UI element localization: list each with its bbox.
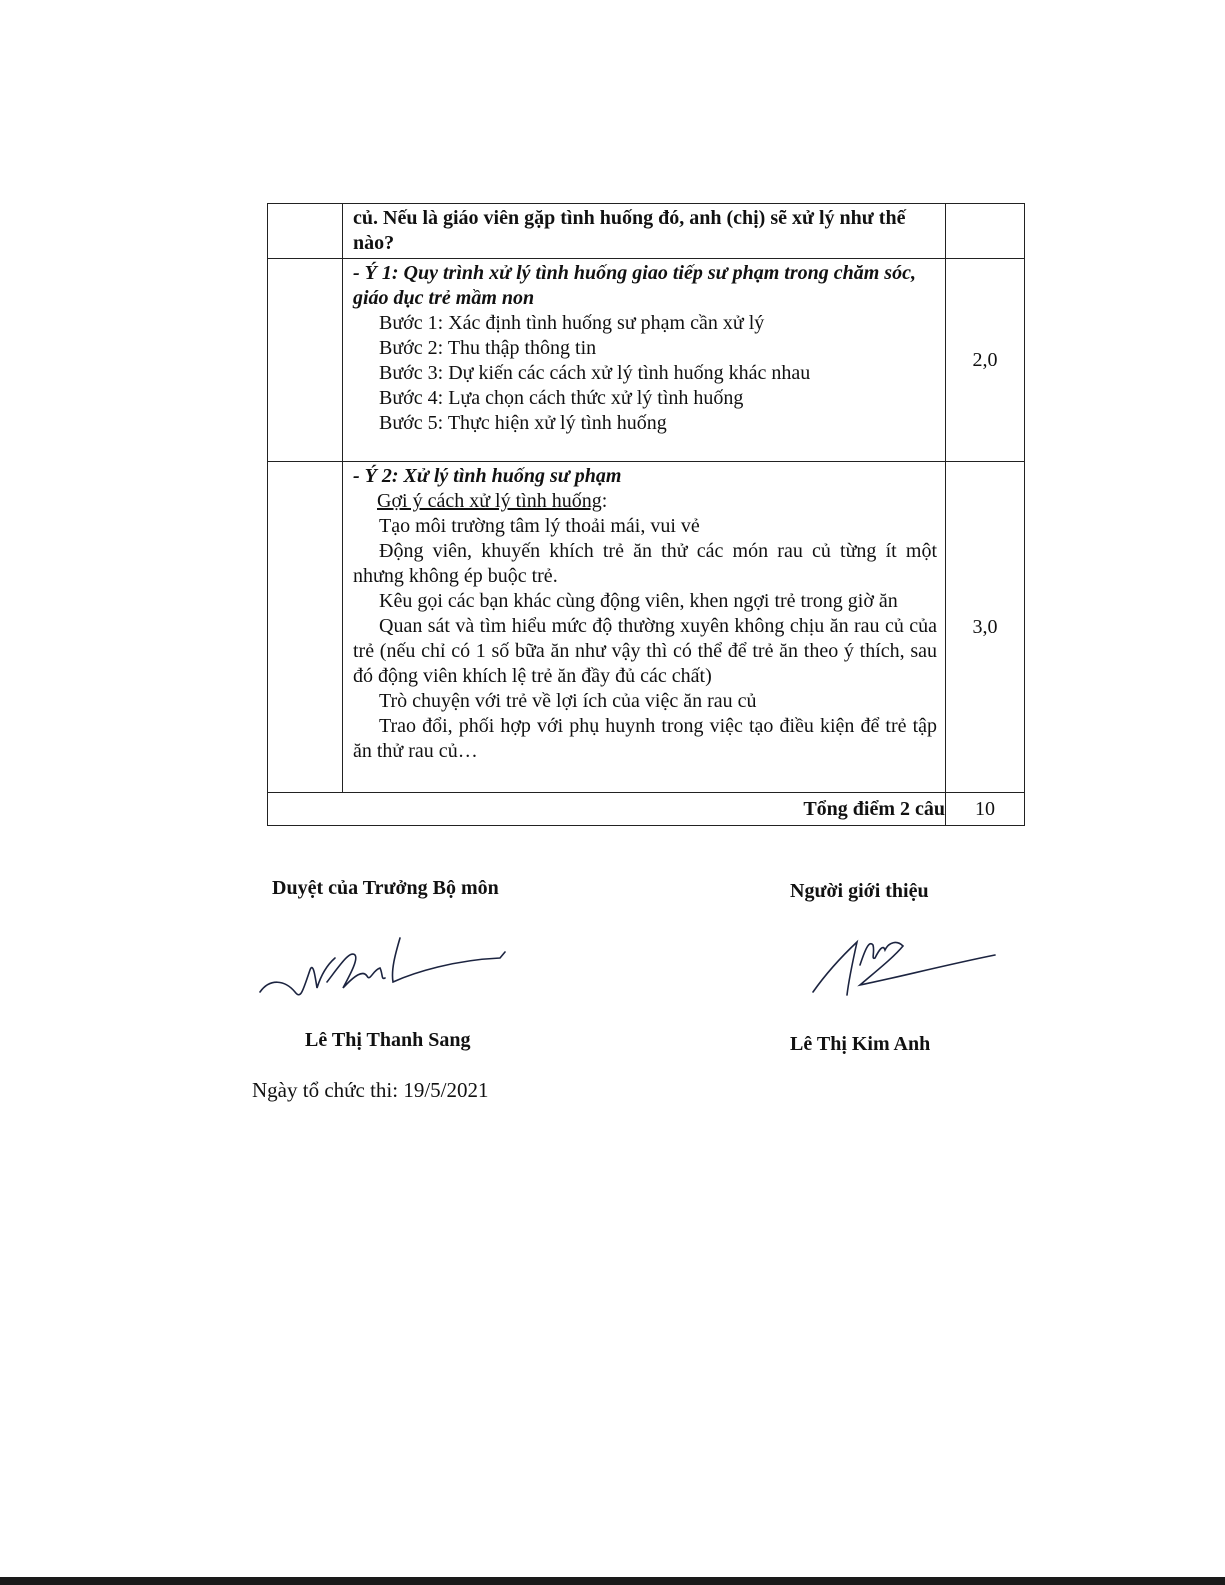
suggestion-item: Trao đổi, phối hợp với phụ huynh trong việc tạo điều kiện để trẻ tập ăn thử rau củ… [353,715,937,762]
left-signature-title: Duyệt của Trưởng Bộ môn [272,877,499,899]
suggestion-item: Động viên, khuyến khích trẻ ăn thử các món rau củ từng ít một nhưng không ép buộc trẻ. [353,540,937,587]
empty-score-cell [946,204,1025,259]
right-signature-title: Người giới thiệu [790,880,929,902]
hint-line [353,489,937,514]
hint-label: Gợi ý cách xử lý tình huống [377,490,602,512]
point-2-score: 3,0 [946,462,1025,793]
right-signature-name: Lê Thị Kim Anh [790,1033,931,1055]
left-handwritten-signature [255,930,515,1010]
step-item: Bước 5: Thực hiện xử lý tình huống [379,412,667,434]
question-cell [343,204,946,259]
page-bottom-edge [0,1577,1225,1585]
suggestion-item: Kêu gọi các bạn khác cùng động viên, khen ngợi trẻ trong giờ ăn [379,590,898,612]
hint-colon: : [601,490,608,512]
point-1-content [343,259,946,462]
suggestion-item: Quan sát và tìm hiểu mức độ thường xuyên không chịu ăn rau củ của trẻ (nếu chỉ có 1 số bữa ăn như vậy thì có thể để trẻ ăn theo ý thích, sau đó động viên khích lệ trẻ ăn đầy đủ các chất) [353,615,937,687]
point-2-heading: - Ý 2: Xử lý tình huống sư phạm [353,465,622,487]
question-row [268,204,1025,259]
point-1-score: 2,0 [946,259,1025,462]
step-item: Bước 1: Xác định tình huống sư phạm cần xử lý [379,312,765,334]
answer-key-table [267,203,1025,826]
empty-number-cell [268,259,343,462]
point-1-heading: - Ý 1: Quy trình xử lý tình huống giao tiếp sư phạm trong chăm sóc, giáo dục trẻ mầm non [353,262,916,309]
point-1-row [268,259,1025,462]
total-score: 10 [946,793,1025,826]
total-row [268,793,1025,826]
total-label: Tổng điểm 2 câu [268,793,946,826]
point-2-row [268,462,1025,793]
question-text: củ. Nếu là giáo viên gặp tình huống đó, anh (chị) sẽ xử lý như thế nào? [353,207,906,254]
right-handwritten-signature [805,920,1005,1005]
empty-number-cell [268,204,343,259]
suggestion-item: Trò chuyện với trẻ về lợi ích của việc ăn rau củ [379,690,757,712]
step-item: Bước 2: Thu thập thông tin [379,337,597,359]
point-2-content [343,462,946,793]
empty-number-cell [268,462,343,793]
suggestion-item: Tạo môi trường tâm lý thoải mái, vui vẻ [379,515,700,537]
left-signature-name: Lê Thị Thanh Sang [305,1029,471,1051]
exam-date: Ngày tổ chức thi: 19/5/2021 [252,1078,489,1102]
step-item: Bước 4: Lựa chọn cách thức xử lý tình huống [379,387,744,409]
step-item: Bước 3: Dự kiến các cách xử lý tình huống khác nhau [379,362,811,384]
